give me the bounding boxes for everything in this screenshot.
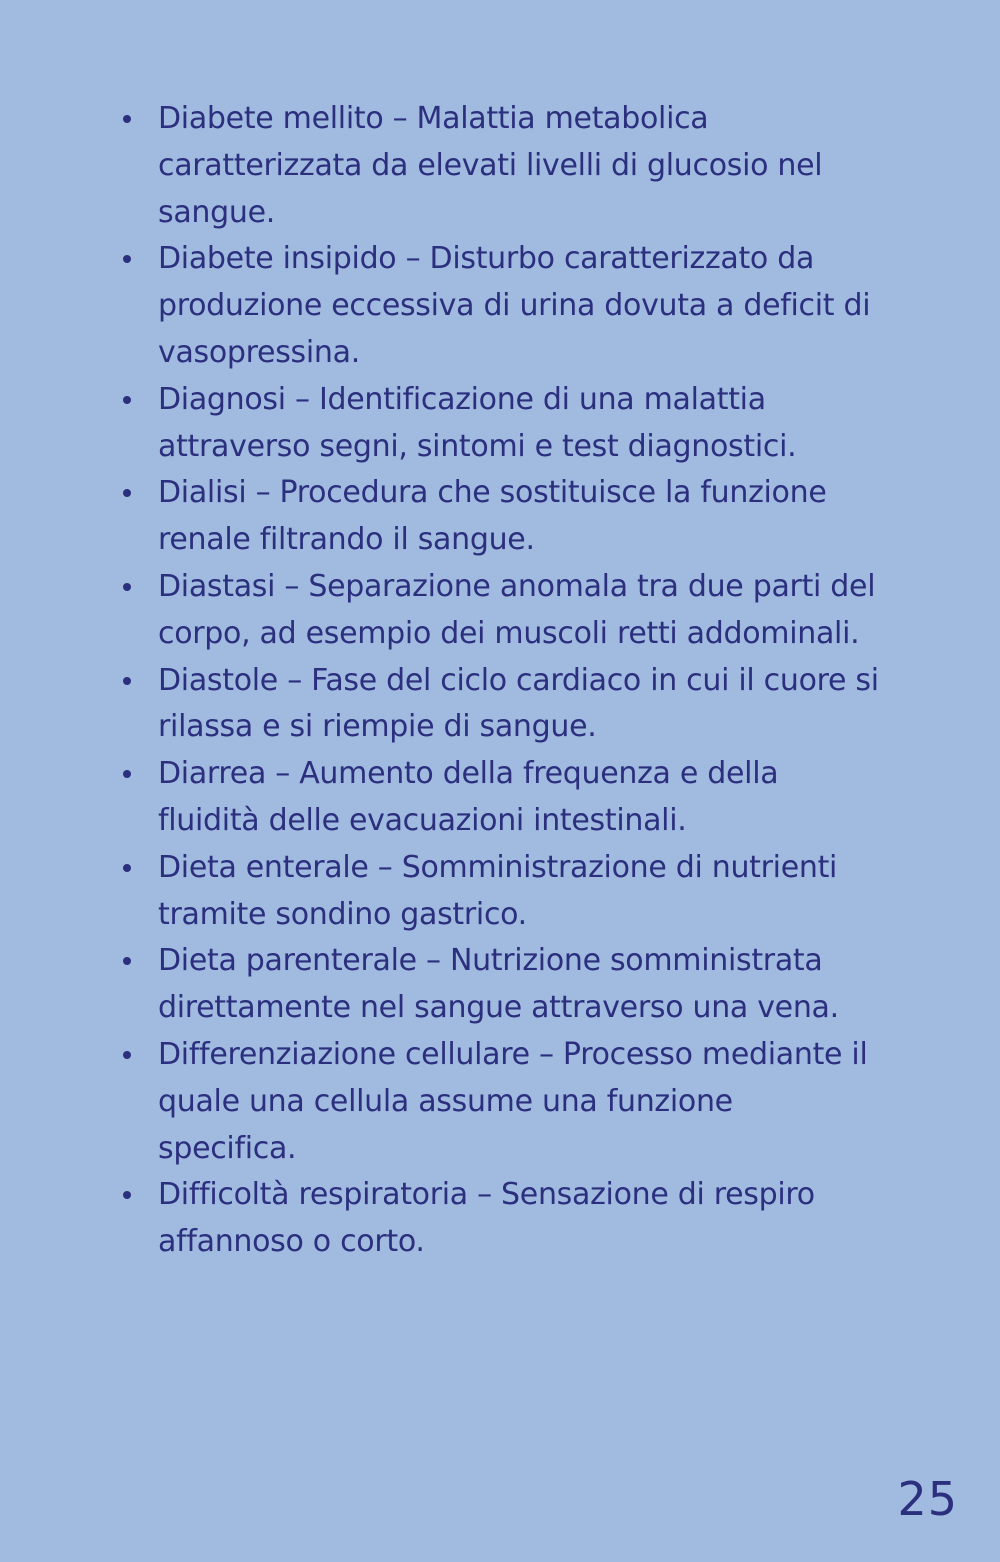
glossary-item-diabete-mellito — [0, 96, 1000, 236]
bullet-icon — [123, 770, 131, 778]
glossary-item-text: Dieta parenterale – Nutrizione somministrata direttamente nel sangue attraverso una vena. — [158, 943, 839, 1026]
glossary-item-dieta-parenterale — [0, 938, 1000, 1032]
bullet-icon — [123, 677, 131, 685]
glossary-item-dieta-enterale — [0, 845, 1000, 939]
glossary-item-text: Differenziazione cellulare – Processo mediante il quale una cellula assume una funzione specifica. — [158, 1036, 868, 1166]
glossary-item-text: Difficoltà respiratoria – Sensazione di respiro affannoso o corto. — [158, 1177, 815, 1260]
glossary-item-text: Diastasi – Separazione anomala tra due parti del corpo, ad esempio dei muscoli retti addominali. — [158, 568, 876, 651]
page-number: 25 — [897, 1472, 958, 1526]
glossary-item-diastasi — [0, 564, 1000, 658]
glossary-item-text: Diagnosi – Identificazione di una malattia attraverso segni, sintomi e test diagnostici. — [158, 381, 797, 464]
bullet-icon — [123, 255, 131, 263]
bullet-icon — [123, 115, 131, 123]
glossary-item-difficolta-respiratoria — [0, 1172, 1000, 1266]
bullet-icon — [123, 957, 131, 965]
glossary-item-text: Diabete insipido – Disturbo caratterizzato da produzione eccessiva di urina dovuta a deficit di vasopressina. — [158, 241, 871, 370]
glossary-item-text: Diastole – Fase del ciclo cardiaco in cui il cuore si rilassa e si riempie di sangue. — [158, 662, 879, 745]
glossary-item-diarrea — [0, 751, 1000, 845]
bullet-icon — [123, 1051, 131, 1059]
glossary-item-diastole — [0, 658, 1000, 752]
glossary-item-text: Dieta enterale – Somministrazione di nutrienti tramite sondino gastrico. — [158, 849, 838, 932]
bullet-icon — [123, 489, 131, 497]
bullet-icon — [123, 864, 131, 872]
glossary-item-diagnosi — [0, 377, 1000, 471]
glossary-list — [0, 96, 1000, 1266]
glossary-item-text: Diarrea – Aumento della frequenza e della fluidità delle evacuazioni intestinali. — [158, 756, 779, 838]
glossary-item-text: Diabete mellito – Malattia metabolica caratterizzata da elevati livelli di glucosio nel sangue. — [158, 101, 823, 230]
bullet-icon — [123, 396, 131, 404]
bullet-icon — [123, 1191, 131, 1199]
glossary-item-text: Dialisi – Procedura che sostituisce la funzione renale filtrando il sangue. — [158, 475, 827, 558]
glossary-item-differenziazione-cellulare — [0, 1032, 1000, 1172]
glossary-item-diabete-insipido — [0, 236, 1000, 376]
glossary-item-dialisi — [0, 470, 1000, 564]
bullet-icon — [123, 583, 131, 591]
